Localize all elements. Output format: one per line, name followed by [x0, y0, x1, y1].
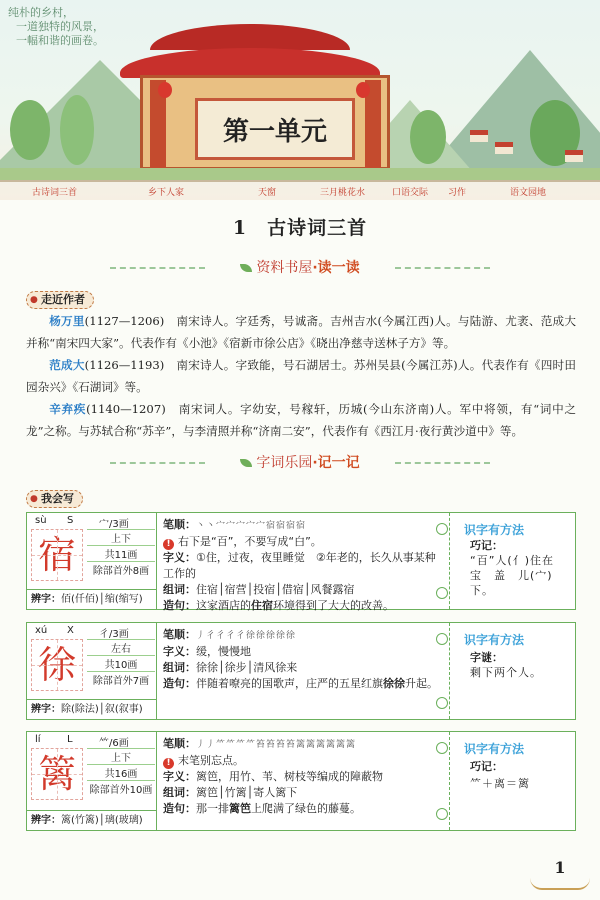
unit-title: 第一单元 [222, 116, 327, 147]
section-label-a: 字词乐园 [256, 455, 313, 471]
words: 徐徐│徐步│清风徐来 [196, 661, 298, 674]
leaf-icon [240, 264, 252, 272]
note: 末笔别忘点。 [178, 754, 244, 767]
author-paragraph [26, 310, 576, 354]
char-card [26, 512, 576, 610]
section-label [200, 452, 400, 474]
stroke-total: 共10画 [87, 655, 155, 671]
meaning-row [163, 644, 445, 660]
poem-line: 一道独特的风景， [16, 20, 104, 33]
leaf-icon [240, 459, 252, 467]
words-row [163, 785, 445, 801]
words: 篱笆│竹篱│寄人篱下 [196, 786, 298, 799]
distinguish [27, 810, 157, 830]
section-header-reading [0, 257, 600, 279]
sentence-highlight: 徐徐 [383, 677, 405, 690]
house-icon [470, 130, 488, 142]
unit-title-board [195, 98, 355, 160]
meaning-key: 字义： [163, 770, 196, 783]
method-sub: 巧记： [470, 760, 503, 773]
radical: 彳/3画 [99, 629, 129, 640]
lantern-icon [356, 82, 370, 98]
char-card [26, 731, 576, 831]
initial: X [67, 625, 74, 636]
big-character: 徐 [31, 639, 83, 691]
strokes-key: 笔顺： [163, 628, 196, 641]
poem-line: 纯朴的乡村， [8, 6, 74, 19]
method-sub: 巧记： [470, 539, 503, 552]
sentence-post: 上爬满了绿色的藤蔓。 [251, 802, 361, 815]
connector-icon [436, 523, 448, 535]
note: 右下是“百”，不要写成“白”。 [178, 535, 322, 548]
sentence-key: 造句： [163, 802, 196, 815]
sentence-row [163, 676, 445, 692]
lesson-title [0, 213, 600, 240]
author-bio: (1126—1193) 南宋诗人。字致能，号石湖居士。苏州吴县(今属江苏)人。代表作有《四时田园杂兴》《石湖词》等。 [26, 358, 576, 394]
structure: 左右 [87, 639, 155, 655]
structure: 上下 [87, 748, 155, 764]
stroke-total: 共16画 [87, 764, 155, 780]
author-name: 杨万里 [49, 314, 85, 328]
connector-icon [436, 697, 448, 709]
banner-poem [8, 6, 104, 48]
meaning-row [163, 550, 445, 582]
section-label-b: ·记一记 [312, 455, 360, 471]
lantern-icon [158, 82, 172, 98]
method-title: 识字有方法 [464, 633, 525, 647]
poem-line: 一幅和谐的画卷。 [16, 34, 104, 47]
char-info [27, 623, 157, 719]
nav-item: 语文园地 [510, 188, 547, 198]
authors-text [26, 310, 576, 442]
sentence-row [163, 801, 445, 817]
distinguish-key: 辨字： [31, 594, 61, 605]
sentence-key: 造句： [163, 599, 196, 612]
distinguish [27, 699, 157, 719]
distinguish-key: 辨字： [31, 704, 61, 715]
author-paragraph [26, 354, 576, 398]
house-icon [495, 142, 513, 154]
distinguish-key: 辨字： [31, 815, 61, 826]
unit-nav [0, 182, 600, 200]
pavilion-roof [120, 48, 380, 78]
page-number: 1 [530, 858, 590, 886]
pinyin: xú [35, 625, 48, 636]
radical: ⺮/6画 [99, 738, 129, 749]
strokes: 丿丿⺮⺮⺮⺮笞笞笞笞篱篱篱篱篱篱 [196, 740, 357, 750]
nav-item: 三月桃花水 [320, 188, 366, 198]
author-name: 辛弃疾 [49, 402, 87, 416]
dash-line [110, 462, 205, 464]
big-character: 篱 [31, 748, 83, 800]
char-details [163, 627, 445, 692]
meaning-key: 字义： [163, 645, 196, 658]
sentence-highlight: 住宿 [251, 599, 273, 612]
meaning: ①住，过夜，夜里睡觉 ②年老的，长久从事某种工作的 [163, 551, 436, 580]
section-label [200, 257, 400, 279]
dash-line [395, 462, 490, 464]
connector-icon [436, 808, 448, 820]
sentence-pre: 这家酒店的 [196, 599, 251, 612]
method-body: “百”人(亻)住在 宝 盖 儿(宀)下。 [470, 554, 566, 597]
sentence-post: 升起。 [405, 677, 438, 690]
memory-method [449, 513, 575, 609]
pinyin: sù [35, 515, 47, 526]
method-sub: 字谜： [470, 651, 503, 664]
method-body: ⺮＋离＝篱 [470, 777, 530, 790]
meaning-key: 字义： [163, 551, 196, 564]
words-row [163, 582, 445, 598]
warning-icon: ! [163, 758, 174, 769]
char-info [27, 732, 157, 830]
radical: 宀/3画 [99, 519, 129, 530]
note-row [163, 534, 445, 550]
connector-icon [436, 587, 448, 599]
write-tag: ● 我会写 [26, 490, 83, 508]
distinguish-value: 除(除法)│叙(叙事) [61, 704, 143, 715]
author-paragraph [26, 398, 576, 442]
lesson-name: 古诗词三首 [267, 217, 368, 239]
words-row [163, 660, 445, 676]
pavilion-upper-roof [150, 24, 350, 50]
strokes: 丿彳彳彳彳徐徐徐徐徐 [196, 631, 297, 641]
meaning: 缓，慢慢地 [196, 645, 251, 658]
section-label-b: ·读一读 [312, 260, 360, 276]
section-label-a: 资料书屋 [256, 260, 313, 276]
strokes-row [163, 736, 445, 753]
lesson-number: 1 [232, 217, 248, 239]
distinguish-value: 篱(竹篱)│璃(玻璃) [61, 815, 143, 826]
warning-icon: ! [163, 539, 174, 550]
stroke-rest: 除部首外7画 [87, 671, 155, 687]
nav-item: 乡下人家 [148, 188, 185, 198]
stroke-rest: 除部首外10画 [87, 780, 155, 796]
structure: 上下 [87, 529, 155, 545]
dash-line [110, 267, 205, 269]
words-key: 组词： [163, 583, 196, 596]
method-title: 识字有方法 [464, 742, 525, 756]
pinyin: lí [35, 734, 41, 745]
strokes: 丶丶宀宀宀宀宀宿宿宿宿 [196, 521, 307, 531]
sentence-key: 造句： [163, 677, 196, 690]
authors-tag: ● 走近作者 [26, 291, 94, 309]
author-bio: (1140—1207) 南宋词人。字幼安，号稼轩，历城(今山东济南)人。军中将领，有“词中之龙”之称。与苏轼合称“苏辛”，与李清照并称“济南二安”，代表作有《西江月·夜行黄沙道中》等。 [26, 402, 576, 438]
char-details [163, 517, 445, 614]
strokes-key: 笔顺： [163, 518, 196, 531]
memory-method [449, 623, 575, 719]
initial: L [67, 734, 73, 745]
meaning-row [163, 769, 445, 785]
house-icon [565, 150, 583, 162]
stroke-rest: 除部首外8画 [87, 561, 155, 577]
nav-item: 口语交际 [392, 188, 429, 198]
distinguish [27, 589, 157, 609]
strokes-key: 笔顺： [163, 737, 196, 750]
connector-icon [436, 742, 448, 754]
nav-item: 古诗词三首 [32, 188, 78, 198]
char-details [163, 736, 445, 817]
initial: S [67, 515, 74, 526]
sentence-highlight: 篱笆 [229, 802, 251, 815]
big-character: 宿 [31, 529, 83, 581]
tree [60, 95, 94, 165]
meaning: 篱笆，用竹、苇、树枝等编成的障蔽物 [196, 770, 383, 783]
words-key: 组词： [163, 786, 196, 799]
sentence-pre: 那一排 [196, 802, 229, 815]
note-row [163, 753, 445, 769]
author-bio: (1127—1206) 南宋诗人。字廷秀，号诚斋。吉州吉水(今属江西)人。与陆游、尤袤、范成大并称“南宋四大家”。代表作有《小池》《宿新市徐公店》《晓出净慈寺送林子方》等。 [26, 314, 576, 350]
author-name: 范成大 [49, 358, 85, 372]
words: 住宿│宿营│投宿│借宿│风餐露宿 [196, 583, 355, 596]
char-card [26, 622, 576, 720]
dash-line [395, 267, 490, 269]
char-info [27, 513, 157, 609]
nav-item: 习作 [448, 188, 467, 198]
words-key: 组词： [163, 661, 196, 674]
nav-item: 天窗 [258, 188, 277, 198]
sentence-post: 环境得到了大大的改善。 [273, 599, 394, 612]
memory-method [449, 732, 575, 830]
unit-banner [0, 0, 600, 200]
connector-icon [436, 633, 448, 645]
tree [410, 110, 446, 164]
distinguish-value: 佰(仟佰)│缩(缩写) [61, 594, 143, 605]
stroke-total: 共11画 [87, 545, 155, 561]
tree [10, 100, 50, 160]
strokes-row [163, 627, 445, 644]
section-header-words [0, 452, 600, 474]
strokes-row [163, 517, 445, 534]
method-title: 识字有方法 [464, 523, 525, 537]
sentence-row [163, 598, 445, 614]
sentence-pre: 伴随着嘹亮的国歌声，庄严的五星红旗 [196, 677, 383, 690]
method-body: 剩下两个人。 [470, 666, 542, 679]
